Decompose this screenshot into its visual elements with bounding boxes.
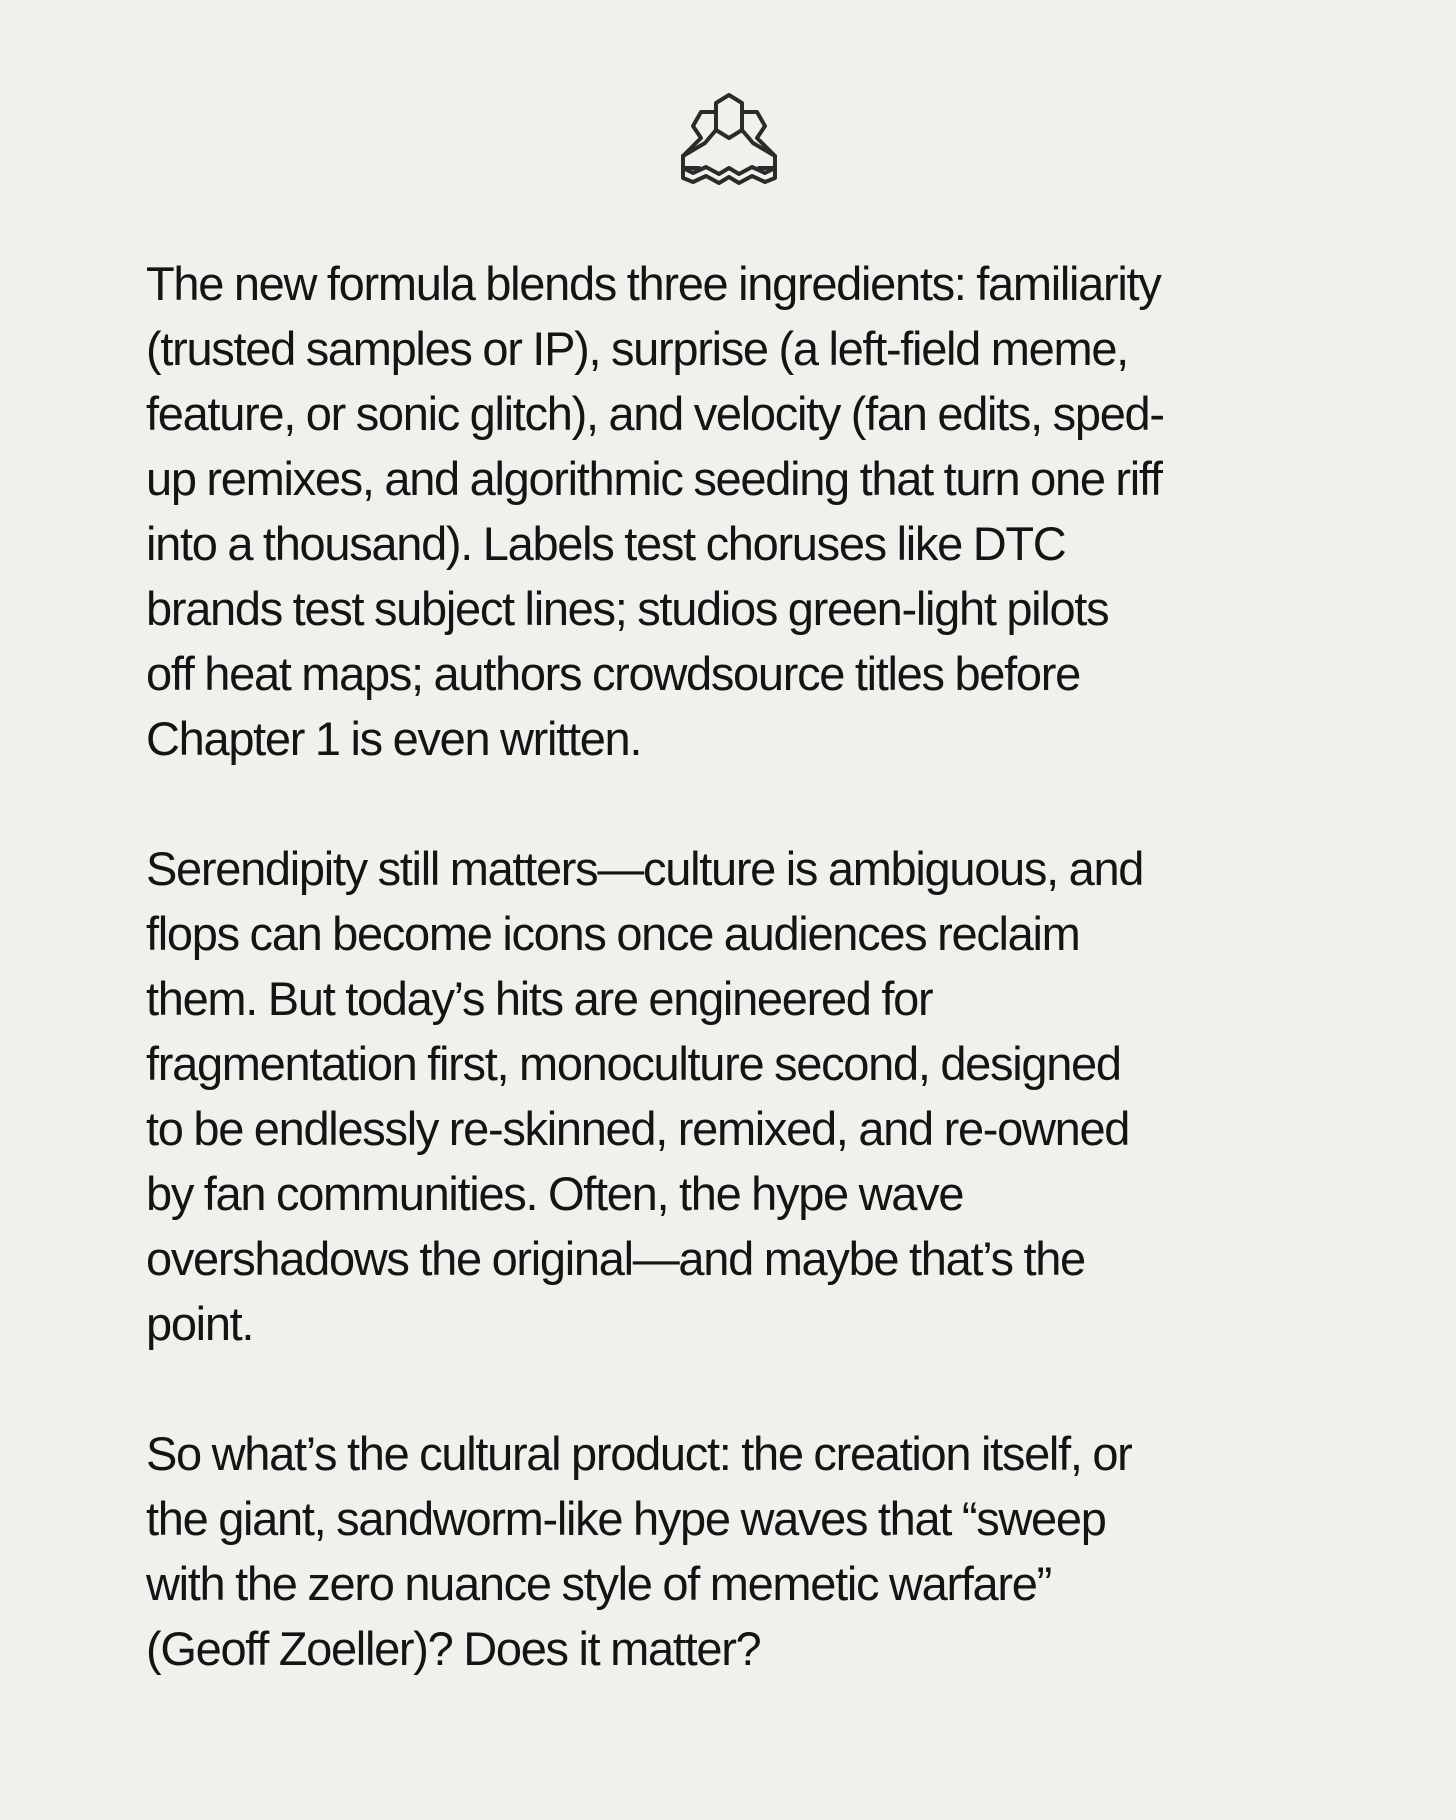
paragraph: Serendipity still matters—culture is ambiguous, and flops can become icons once audiences reclaim them. But today’s hits are engineered for fragmentation first, monoculture second, designed to be endlessly re-skinned, remixed, and re-owned by fan communities. Often, the hype wave overshadows the original—and maybe that’s the point. (146, 842, 1144, 1350)
paragraph: So what’s the cultural product: the creation itself, or the giant, sandworm-like hype waves that “sweep with the zero nuance style of memetic warfare” (Geoff Zoeller)? Does it matter? (146, 1427, 1132, 1675)
article-body (146, 251, 1326, 1681)
logo-icon (678, 92, 780, 188)
paragraph: The new formula blends three ingredients: familiarity (trusted samples or IP), surprise (a left-field meme, feature, or sonic glitch), and velocity (fan edits, sped- up remixes, and algorithmic seeding that turn one riff into a thousand). Labels test choruses like DTC brands test subject lines; studios green-light pilots off heat maps; authors crowdsource titles before Chapter 1 is even written. (146, 257, 1164, 765)
tri-blade-knot-icon (678, 92, 780, 188)
